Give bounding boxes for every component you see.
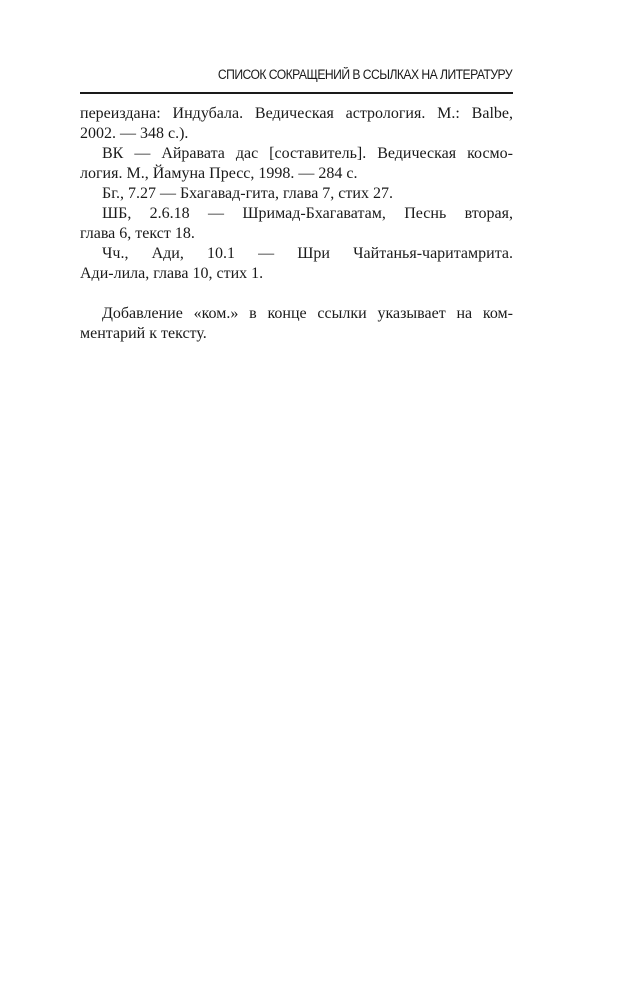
text-line: Добавление «ком.» в конце ссылки указывает на ком- (102, 305, 513, 322)
header-rule (80, 92, 513, 94)
abbreviation-list (80, 104, 513, 344)
text-line: Ади-лила, глава 10, стих 1. (80, 265, 264, 282)
entry-cc (80, 244, 513, 284)
text-line: ВК — Айравата дас [составитель]. Ведическая космо- (102, 145, 513, 162)
entry-vk (80, 144, 513, 184)
entry-bg (80, 184, 513, 204)
text-line: глава 6, текст 18. (80, 225, 195, 242)
entry-sb (80, 204, 513, 244)
text-line: Чч., Ади, 10.1 — Шри Чайтанья-чаритамрита. (102, 245, 513, 262)
text-line: переиздана: Индубала. Ведическая астрология. М.: Balbe, (80, 105, 513, 122)
text-line: Бг., 7.27 — Бхагавад-гита, глава 7, стих 27. (102, 185, 393, 202)
text-line: 2002. — 348 с.). (80, 125, 189, 142)
text-line: логия. М., Йамуна Пресс, 1998. — 284 с. (80, 165, 358, 182)
commentary-note (80, 304, 513, 344)
text-line: ментарий к тексту. (80, 325, 207, 342)
entry-continuation (80, 104, 513, 144)
paragraph-gap (80, 284, 513, 304)
text-line: ШБ, 2.6.18 — Шримад-Бхагаватам, Песнь вторая, (102, 205, 513, 222)
running-header: СПИСОК СОКРАЩЕНИЙ В ССЫЛКАХ НА ЛИТЕРАТУРУ (217, 67, 512, 82)
